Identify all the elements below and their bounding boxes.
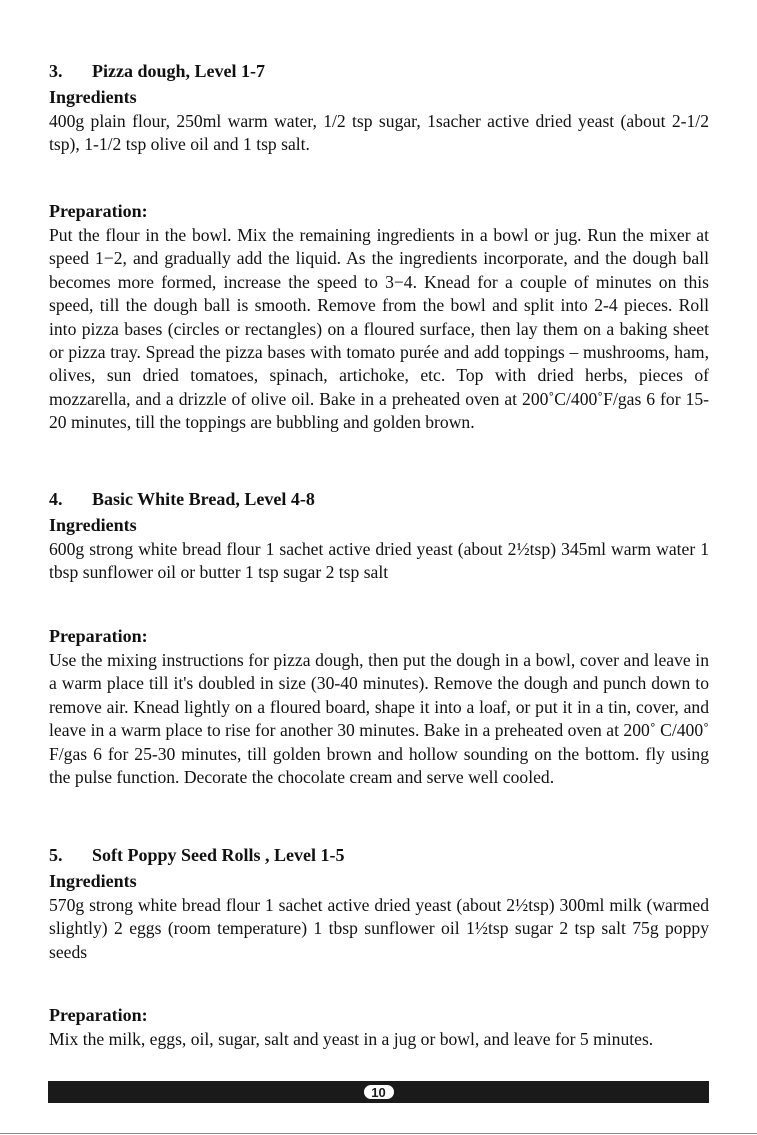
recipe-soft-poppy-seed-rolls xyxy=(49,844,709,964)
preparation-pizza-dough xyxy=(49,200,709,435)
recipe-basic-white-bread xyxy=(49,488,709,585)
recipe-title xyxy=(49,60,709,82)
preparation-text: Put the flour in the bowl. Mix the remaining ingredients in a bowl or jug. Run the mixer at speed 1−2, and gradually add the liquid. As the ingredients incorporate, and the dough ball becomes more formed, increase the speed to 3−4. Knead for a couple of minutes on this speed, till the dough ball is smooth. Remove from the bowl and split into 2-4 pieces. Roll into pizza bases (circles or rectangles) on a floured surface, then lay them on a baking sheet or pizza tray. Spread the pizza bases with tomato purée and add toppings – mushrooms, ham, olives, sun dried tomatoes, spinach, artichoke, etc. Top with dried herbs, pieces of mozzarella, and a drizzle of olive oil. Bake in a preheated oven at 200˚C/400˚F/gas 6 for 15-20 minutes, till the toppings are bubbling and golden brown. xyxy=(49,225,709,433)
recipe-title xyxy=(49,488,709,510)
ingredients-text: 570g strong white bread flour 1 sachet active dried yeast (about 2½tsp) 300ml milk (warmed slightly) 2 eggs (room temperature) 1 tbsp sunflower oil 1½tsp sugar 2 tsp salt 75g poppy seeds xyxy=(49,895,709,962)
ingredients-heading: Ingredients xyxy=(49,871,137,891)
bottom-rule xyxy=(0,1133,757,1134)
ingredients-heading: Ingredients xyxy=(49,515,137,535)
page-number-badge: 10 xyxy=(362,1083,396,1101)
recipe-title-text: Pizza dough, Level 1-7 xyxy=(92,61,265,81)
preparation-text: Use the mixing instructions for pizza dough, then put the dough in a bowl, cover and leave in a warm place till it's doubled in size (30-40 minutes). Remove the dough and punch down to remove air. Knead lightly on a floured board, shape it into a loaf, or put it in a tin, cover, and leave in a warm place to rise for another 30 minutes. Bake in a preheated oven at 200˚ C/400˚ F/gas 6 for 25-30 minutes, till golden brown and hollow sounding on the bottom. fly using the pulse function. Decorate the chocolate cream and serve well cooled. xyxy=(49,650,709,788)
recipe-number: 5. xyxy=(49,845,63,865)
footer-bar xyxy=(48,1081,709,1103)
preparation-soft-poppy-seed-rolls xyxy=(49,1004,709,1051)
preparation-text: Mix the milk, eggs, oil, sugar, salt and yeast in a jug or bowl, and leave for 5 minutes. xyxy=(49,1029,654,1049)
recipe-number: 3. xyxy=(49,61,63,81)
recipe-title-text: Soft Poppy Seed Rolls , Level 1-5 xyxy=(92,845,345,865)
preparation-heading: Preparation: xyxy=(49,626,148,646)
recipe-pizza-dough xyxy=(49,60,709,157)
recipe-title-text: Basic White Bread, Level 4-8 xyxy=(92,489,315,509)
preparation-basic-white-bread xyxy=(49,625,709,789)
preparation-heading: Preparation: xyxy=(49,201,148,221)
ingredients-heading: Ingredients xyxy=(49,87,137,107)
recipe-number: 4. xyxy=(49,489,63,509)
ingredients-text: 400g plain flour, 250ml warm water, 1/2 tsp sugar, 1sacher active dried yeast (about 2-1/2 tsp), 1-1/2 tsp olive oil and 1 tsp salt. xyxy=(49,111,709,155)
preparation-heading: Preparation: xyxy=(49,1005,148,1025)
ingredients-text: 600g strong white bread flour 1 sachet active dried yeast (about 2½tsp) 345ml warm water 1 tbsp sunflower oil or butter 1 tsp sugar 2 tsp salt xyxy=(49,539,709,583)
recipe-title xyxy=(49,844,709,866)
